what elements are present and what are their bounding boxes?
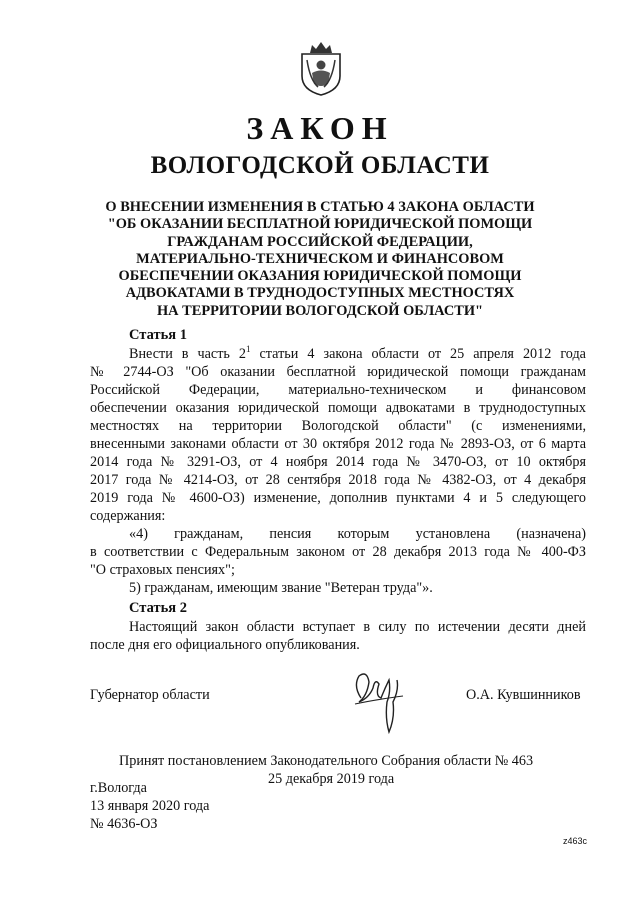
signing-date: 13 января 2020 года bbox=[90, 798, 210, 814]
law-number: № 4636-ОЗ bbox=[90, 816, 158, 832]
region-title: ВОЛОГОДСКОЙ ОБЛАСТИ bbox=[150, 152, 490, 179]
law-subtitle bbox=[90, 199, 550, 320]
subtitle-line: МАТЕРИАЛЬНО-ТЕХНИЧЕСКОМ И ФИНАНСОВОМ bbox=[136, 250, 504, 267]
article-1-heading: Статья 1 bbox=[129, 327, 187, 343]
handwritten-signature-icon bbox=[345, 668, 415, 738]
article-1-line: местностях на территории Вологодской области" (с изменениями, bbox=[90, 418, 586, 434]
article-1-text: Внести в часть 2 bbox=[129, 346, 246, 362]
signatory-position: Губернатор области bbox=[90, 687, 210, 703]
article-1-line: 2017 года № 4214-ОЗ, от 28 сентября 2018 года № 4382-ОЗ, от 4 декабря bbox=[90, 472, 586, 488]
article-2-line: Настоящий закон области вступает в силу по истечении десяти дней bbox=[129, 619, 586, 635]
article-1-line: Российской Федерации, материально-техническом и финансовом bbox=[90, 382, 586, 398]
coat-of-arms-emblem-icon bbox=[298, 40, 344, 96]
adoption-info: Принят постановлением Законодательного Собрания области № 463 bbox=[119, 753, 534, 769]
article-1-line: обеспечении оказания юридической помощи адвокатами в труднодоступных bbox=[90, 400, 586, 416]
article-2-line: после дня его официального опубликования. bbox=[90, 637, 360, 653]
item-4-line: «4) гражданам, пенсия которым установлена (назначена) bbox=[129, 526, 586, 542]
item-4-line: в соответствии с Федеральным законом от 28 декабря 2013 года № 400-ФЗ bbox=[90, 544, 586, 560]
item-4-line: "О страховых пенсиях"; bbox=[90, 562, 235, 578]
item-5-line: 5) гражданам, имеющим звание "Ветеран труда"». bbox=[129, 580, 433, 596]
superscript: 1 bbox=[246, 344, 251, 354]
article-2-heading: Статья 2 bbox=[129, 600, 187, 616]
article-1-line bbox=[129, 345, 586, 363]
subtitle-line: О ВНЕСЕНИИ ИЗМЕНЕНИЯ В СТАТЬЮ 4 ЗАКОНА ОБЛАСТИ bbox=[105, 199, 535, 215]
article-1-text: статьи 4 закона области от 25 апреля 2012 года bbox=[250, 346, 586, 362]
subtitle-line: ОБЕСПЕЧЕНИИ ОКАЗАНИЯ ЮРИДИЧЕСКОЙ ПОМОЩИ bbox=[118, 268, 522, 285]
signatory-name: О.А. Кувшинников bbox=[466, 687, 581, 703]
subtitle-line: ГРАЖДАНАМ РОССИЙСКОЙ ФЕДЕРАЦИИ, bbox=[167, 233, 473, 250]
subtitle-line: АДВОКАТАМИ В ТРУДНОДОСТУПНЫХ МЕСТНОСТЯХ bbox=[125, 285, 515, 302]
article-1-line: внесенными законами области от 30 октября 2012 года № 2893-ОЗ, от 6 марта bbox=[90, 436, 586, 452]
article-1-line: 2014 года № 3291-ОЗ, от 4 ноября 2014 года № 3470-ОЗ, от 10 октября bbox=[90, 454, 586, 470]
city: г.Вологда bbox=[90, 780, 147, 796]
document-code: z463c bbox=[563, 836, 588, 846]
article-1-line: № 2744-ОЗ "Об оказании бесплатной юридической помощи гражданам bbox=[90, 364, 586, 380]
document-title: ЗАКОН bbox=[246, 110, 394, 146]
subtitle-line: "ОБ ОКАЗАНИИ БЕСПЛАТНОЙ ЮРИДИЧЕСКОЙ ПОМОЩИ bbox=[107, 216, 533, 233]
adoption-date: 25 декабря 2019 года bbox=[268, 771, 395, 787]
article-1-line: содержания: bbox=[90, 508, 166, 524]
article-1-line: 2019 года № 4600-ОЗ) изменение, дополнив пунктами 4 и 5 следующего bbox=[90, 490, 586, 506]
subtitle-line: НА ТЕРРИТОРИИ ВОЛОГОДСКОЙ ОБЛАСТИ" bbox=[156, 302, 484, 319]
